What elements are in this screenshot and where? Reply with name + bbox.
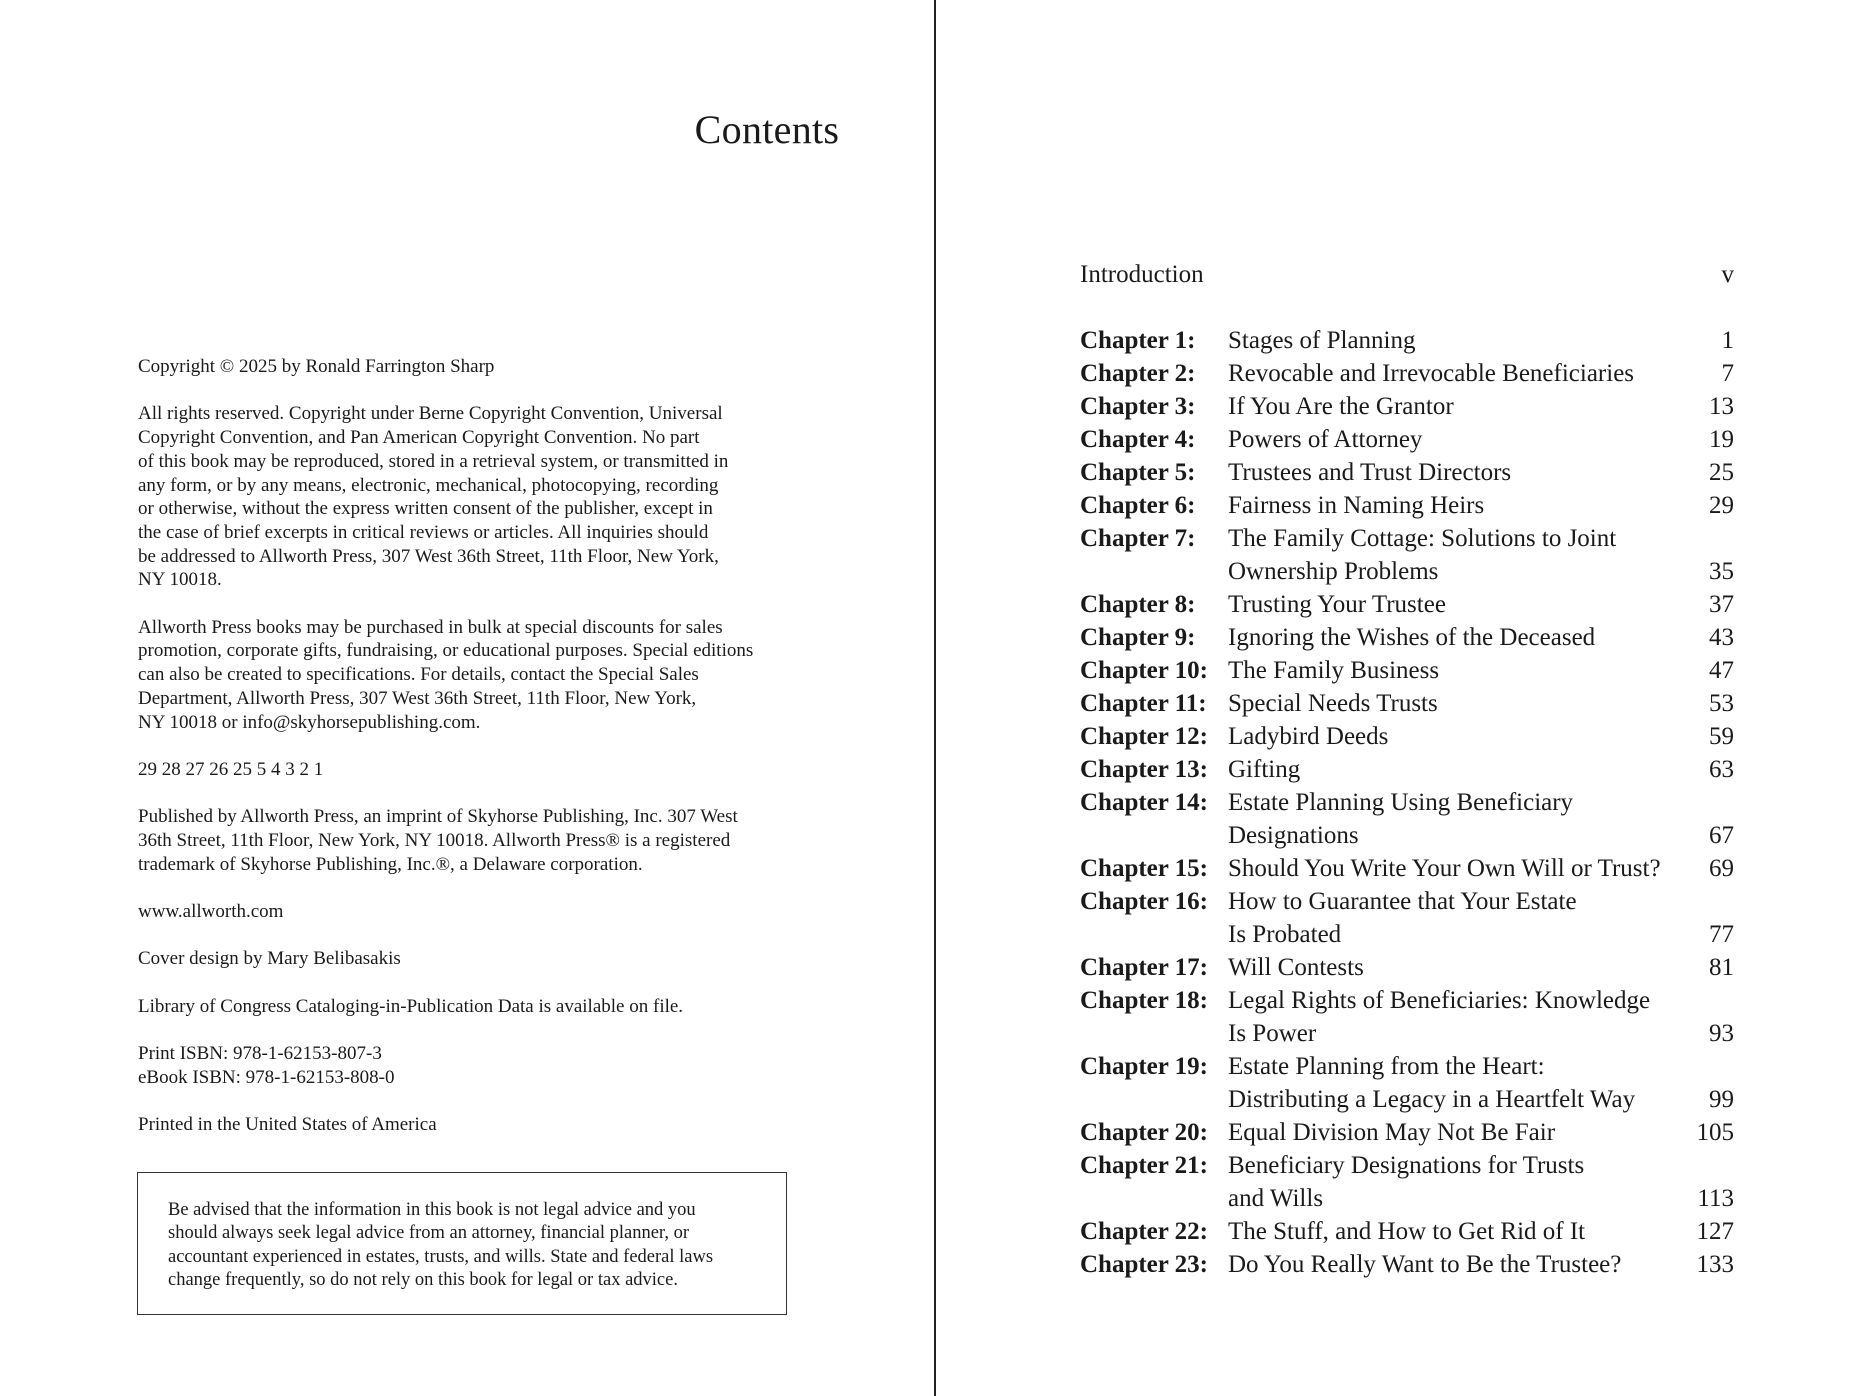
toc-entry-chapter	[1080, 324, 1734, 357]
toc-chapter-label: Chapter 17:	[1080, 954, 1209, 981]
toc-chapter-page: 35	[1709, 558, 1734, 585]
toc-chapter-label: Chapter 2:	[1080, 360, 1196, 387]
toc-chapter-title: Should You Write Your Own Will or Trust?	[1228, 855, 1661, 882]
toc-chapter-page: 113	[1697, 1185, 1734, 1212]
toc-entry-title: Introduction	[1080, 261, 1204, 288]
toc-chapter-title: Estate Planning from the Heart: Distributing a Legacy in a Heartfelt Way	[1228, 1053, 1636, 1113]
toc-entry-chapter	[1080, 852, 1734, 885]
toc-entry-chapter	[1080, 951, 1734, 984]
toc-chapter-label: Chapter 13:	[1080, 756, 1209, 783]
toc-chapter-page: 133	[1696, 1251, 1734, 1278]
toc-chapter-page: 37	[1709, 591, 1734, 618]
toc-chapter-title: Ladybird Deeds	[1228, 723, 1389, 750]
toc-entry-chapter	[1080, 1215, 1734, 1248]
toc-chapter-label: Chapter 6:	[1080, 492, 1196, 519]
toc-chapter-label: Chapter 7:	[1080, 525, 1196, 552]
toc-chapter-title: Gifting	[1228, 756, 1301, 783]
legal-disclaimer-box	[137, 1172, 787, 1315]
toc-chapter-page: 43	[1709, 624, 1734, 651]
toc-chapter-label: Chapter 20:	[1080, 1119, 1209, 1146]
toc-entry-chapter	[1080, 885, 1734, 951]
isbn-lines: Print ISBN: 978-1-62153-807-3 eBook ISBN: 978-1-62153-808-0	[138, 1043, 395, 1088]
toc-chapter-title: Fairness in Naming Heirs	[1228, 492, 1485, 519]
toc-chapter-page: 13	[1709, 393, 1734, 420]
toc-chapter-title: Estate Planning Using Beneficiary Designations	[1228, 789, 1574, 849]
toc-chapter-page: 67	[1709, 822, 1734, 849]
toc-chapter-label: Chapter 9:	[1080, 624, 1196, 651]
toc-entry-chapter	[1080, 390, 1734, 423]
website-line: www.allworth.com	[138, 901, 284, 923]
toc-chapter-label: Chapter 21:	[1080, 1152, 1209, 1179]
toc-chapter-label: Chapter 1:	[1080, 327, 1196, 354]
cip-data-line: Library of Congress Cataloging-in-Publication Data is available on file.	[138, 995, 684, 1017]
toc-chapter-label: Chapter 12:	[1080, 723, 1209, 750]
toc-chapter-page: 47	[1709, 657, 1734, 684]
toc-chapter-title: If You Are the Grantor	[1228, 393, 1454, 420]
toc-entry-chapter	[1080, 1149, 1734, 1215]
toc-chapter-title: The Stuff, and How to Get Rid of It	[1228, 1218, 1586, 1245]
legal-disclaimer-text: Be advised that the information in this book is not legal advice and you should always seek legal advice from an attorney, financial planner, or accountant experienced in estates, trusts, and wills. State and federal laws change frequently, so do not rely on this book for legal or tax advice.	[168, 1200, 714, 1290]
toc-chapter-label: Chapter 22:	[1080, 1218, 1209, 1245]
toc-chapter-title: Will Contests	[1228, 954, 1364, 981]
toc-entry-chapter	[1080, 423, 1734, 456]
toc-chapter-label: Chapter 23:	[1080, 1251, 1209, 1278]
toc-chapter-label: Chapter 3:	[1080, 393, 1196, 420]
toc-entry-chapter	[1080, 489, 1734, 522]
toc-chapter-page: 81	[1709, 954, 1734, 981]
table-of-contents	[1080, 258, 1734, 1281]
toc-chapter-list	[1080, 324, 1734, 1281]
toc-entry-chapter	[1080, 1116, 1734, 1149]
toc-entry-chapter	[1080, 456, 1734, 489]
rights-reserved-paragraph: All rights reserved. Copyright under Berne Copyright Convention, Universal Copyright Convention, and Pan American Copyright Convention. No part of this book may be reproduced, stored in a retrieval system, or transmitted in any form, or by any means, electronic, mechanical, photocopying, recording or otherwise, without the express written consent of the publisher, except in the case of brief excerpts in critical reviews or articles. All inquiries should be addressed to Allworth Press, 307 West 36th Street, 11th Floor, New York, NY 10018.	[138, 403, 729, 591]
toc-entry-chapter	[1080, 1050, 1734, 1116]
printed-in-line: Printed in the United States of America	[138, 1114, 437, 1136]
toc-chapter-page: 1	[1721, 327, 1734, 354]
contents-title: Contents	[694, 107, 840, 152]
toc-chapter-page: 7	[1721, 360, 1734, 387]
toc-chapter-title: The Family Business	[1228, 657, 1440, 684]
toc-chapter-title: Revocable and Irrevocable Beneficiaries	[1228, 360, 1635, 387]
toc-chapter-title: Trusting Your Trustee	[1228, 591, 1446, 618]
toc-chapter-title: Trustees and Trust Directors	[1228, 459, 1512, 486]
toc-chapter-title: Do You Really Want to Be the Trustee?	[1228, 1251, 1622, 1278]
toc-entry-chapter	[1080, 1248, 1734, 1281]
toc-chapter-title: Equal Division May Not Be Fair	[1228, 1119, 1556, 1146]
toc-entry-introduction	[1080, 258, 1734, 291]
toc-entry-page: v	[1721, 261, 1734, 288]
toc-chapter-label: Chapter 4:	[1080, 426, 1196, 453]
toc-chapter-label: Chapter 11:	[1080, 690, 1207, 717]
toc-entry-chapter	[1080, 753, 1734, 786]
toc-entry-chapter	[1080, 357, 1734, 390]
copyright-notice: Copyright © 2025 by Ronald Farrington Sharp	[138, 356, 495, 377]
cover-design-credit: Cover design by Mary Belibasakis	[138, 948, 401, 970]
toc-chapter-label: Chapter 14:	[1080, 789, 1209, 816]
toc-chapter-title: Stages of Planning	[1228, 327, 1416, 354]
toc-chapter-title: The Family Cottage: Solutions to Joint Ownership Problems	[1228, 525, 1617, 585]
toc-chapter-page: 105	[1696, 1119, 1734, 1146]
toc-chapter-title: Beneficiary Designations for Trusts and Wills	[1228, 1152, 1585, 1212]
toc-entry-chapter	[1080, 720, 1734, 753]
toc-chapter-page: 53	[1709, 690, 1734, 717]
toc-entry-chapter	[1080, 984, 1734, 1050]
toc-chapter-title: Legal Rights of Beneficiaries: Knowledge Is Power	[1228, 987, 1651, 1047]
toc-chapter-page: 69	[1709, 855, 1734, 882]
toc-chapter-label: Chapter 16:	[1080, 888, 1209, 915]
toc-chapter-page: 25	[1709, 459, 1734, 486]
toc-chapter-page: 29	[1709, 492, 1734, 519]
toc-chapter-label: Chapter 5:	[1080, 459, 1196, 486]
toc-entry-chapter	[1080, 588, 1734, 621]
bulk-sales-paragraph: Allworth Press books may be purchased in bulk at special discounts for sales promotion, corporate gifts, fundraising, or educational purposes. Special editions can also be created to specifications. For details, contact the Special Sales Department, Allworth Press, 307 West 36th Street, 11th Floor, New York, NY 10018 or info@skyhorsepublishing.com.	[138, 616, 754, 733]
toc-chapter-page: 99	[1709, 1086, 1734, 1113]
toc-entry-chapter	[1080, 687, 1734, 720]
toc-chapter-page: 77	[1709, 921, 1734, 948]
toc-chapter-label: Chapter 15:	[1080, 855, 1209, 882]
toc-chapter-page: 127	[1696, 1218, 1734, 1245]
toc-chapter-page: 59	[1709, 723, 1734, 750]
toc-chapter-title: Special Needs Trusts	[1228, 690, 1438, 717]
toc-chapter-title: Powers of Attorney	[1228, 426, 1423, 453]
toc-chapter-label: Chapter 18:	[1080, 987, 1209, 1014]
printing-line: 29 28 27 26 25 5 4 3 2 1	[138, 758, 324, 780]
toc-entry-chapter	[1080, 654, 1734, 687]
toc-chapter-title: Ignoring the Wishes of the Deceased	[1228, 624, 1596, 651]
toc-entry-chapter	[1080, 786, 1734, 852]
toc-chapter-label: Chapter 19:	[1080, 1053, 1209, 1080]
toc-chapter-page: 93	[1709, 1020, 1734, 1047]
publisher-paragraph: Published by Allworth Press, an imprint of Skyhorse Publishing, Inc. 307 West 36th Street, 11th Floor, New York, NY 10018. Allworth Press® is a registered trademark of Skyhorse Publishing, Inc.®, a Delaware corporation.	[138, 806, 738, 875]
toc-chapter-title: How to Guarantee that Your Estate Is Probated	[1228, 888, 1577, 948]
toc-chapter-label: Chapter 8:	[1080, 591, 1196, 618]
toc-entry-chapter	[1080, 621, 1734, 654]
toc-chapter-page: 19	[1709, 426, 1734, 453]
toc-entry-chapter	[1080, 522, 1734, 588]
toc-chapter-label: Chapter 10:	[1080, 657, 1209, 684]
copyright-block	[138, 355, 798, 1161]
toc-chapter-page: 63	[1709, 756, 1734, 783]
